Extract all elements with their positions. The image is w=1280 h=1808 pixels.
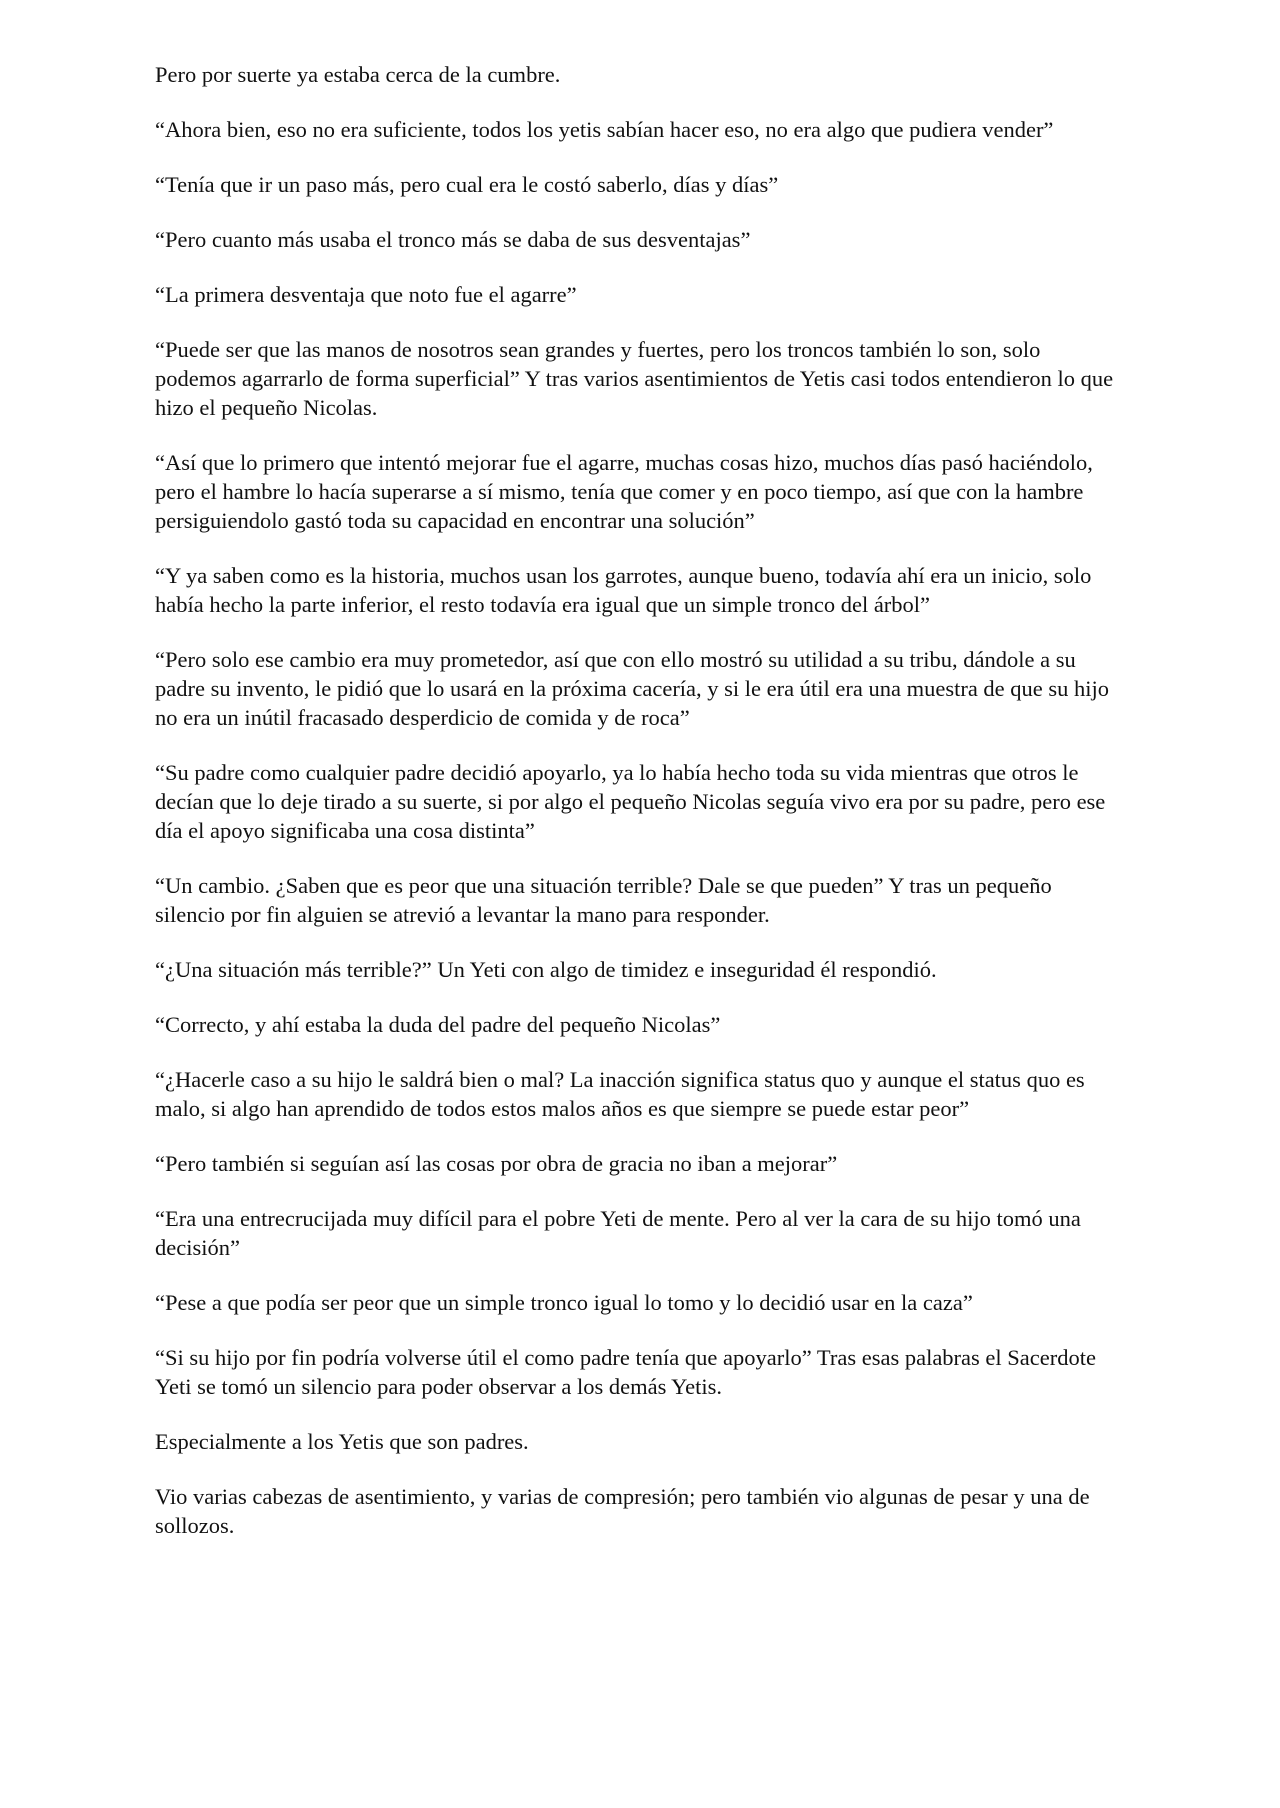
document-page: [155, 60, 1125, 1566]
paragraph: “Y ya saben como es la historia, muchos usan los garrotes, aunque bueno, todavía ahí era un inicio, solo había hecho la parte inferior, el resto todavía era igual que un simple tronco del árbol”: [155, 563, 1092, 617]
paragraph: Pero por suerte ya estaba cerca de la cumbre.: [155, 62, 561, 87]
paragraph: “Si su hijo por fin podría volverse útil el como padre tenía que apoyarlo” Tras esas palabras el Sacerdote Yeti se tomó un silencio para poder observar a los demás Yetis.: [155, 1345, 1096, 1399]
paragraph: “¿Una situación más terrible?” Un Yeti con algo de timidez e inseguridad él respondió.: [155, 957, 937, 982]
paragraph: “Ahora bien, eso no era suficiente, todos los yetis sabían hacer eso, no era algo que pudiera vender”: [155, 117, 1054, 142]
paragraph: “Era una entrecrucijada muy difícil para el pobre Yeti de mente. Pero al ver la cara de su hijo tomó una decisión”: [155, 1206, 1081, 1260]
paragraph: “Pero cuanto más usaba el tronco más se daba de sus desventajas”: [155, 227, 751, 252]
paragraph: “Un cambio. ¿Saben que es peor que una situación terrible? Dale se que pueden” Y tras un pequeño silencio por fin alguien se atrevió a levantar la mano para responder.: [155, 873, 1052, 927]
paragraph: “¿Hacerle caso a su hijo le saldrá bien o mal? La inacción significa status quo y aunque el status quo es malo, si algo han aprendido de todos estos malos años es que siempre se puede estar peor”: [155, 1067, 1085, 1121]
paragraph: Especialmente a los Yetis que son padres.: [155, 1429, 529, 1454]
paragraph: “Tenía que ir un paso más, pero cual era le costó saberlo, días y días”: [155, 172, 779, 197]
paragraph: “Así que lo primero que intentó mejorar fue el agarre, muchas cosas hizo, muchos días pasó haciéndolo, pero el hambre lo hacía superarse a sí mismo, tenía que comer y en poco tiempo, así que con la hambre persiguiendolo gastó toda su capacidad en encontrar una solución”: [155, 450, 1093, 533]
paragraph: Vio varias cabezas de asentimiento, y varias de compresión; pero también vio algunas de pesar y una de sollozos.: [155, 1484, 1090, 1538]
paragraph: “Pero solo ese cambio era muy prometedor, así que con ello mostró su utilidad a su tribu, dándole a su padre su invento, le pidió que lo usará en la próxima cacería, y si le era útil era una muestra de que su hijo no era un inútil fracasado desperdicio de comida y de roca”: [155, 647, 1110, 730]
paragraph: “La primera desventaja que noto fue el agarre”: [155, 282, 577, 307]
paragraph: “Puede ser que las manos de nosotros sean grandes y fuertes, pero los troncos también lo son, solo podemos agarrarlo de forma superficial” Y tras varios asentimientos de Yetis casi todos entendieron lo que hizo el pequeño Nicolas.: [155, 337, 1114, 420]
paragraph: “Su padre como cualquier padre decidió apoyarlo, ya lo había hecho toda su vida mientras que otros le decían que lo deje tirado a su suerte, si por algo el pequeño Nicolas seguía vivo era por su padre, pero ese día el apoyo significaba una cosa distinta”: [155, 760, 1106, 843]
paragraph: “Correcto, y ahí estaba la duda del padre del pequeño Nicolas”: [155, 1012, 721, 1037]
paragraph: “Pese a que podía ser peor que un simple tronco igual lo tomo y lo decidió usar en la caza”: [155, 1290, 973, 1315]
paragraph: “Pero también si seguían así las cosas por obra de gracia no iban a mejorar”: [155, 1151, 838, 1176]
